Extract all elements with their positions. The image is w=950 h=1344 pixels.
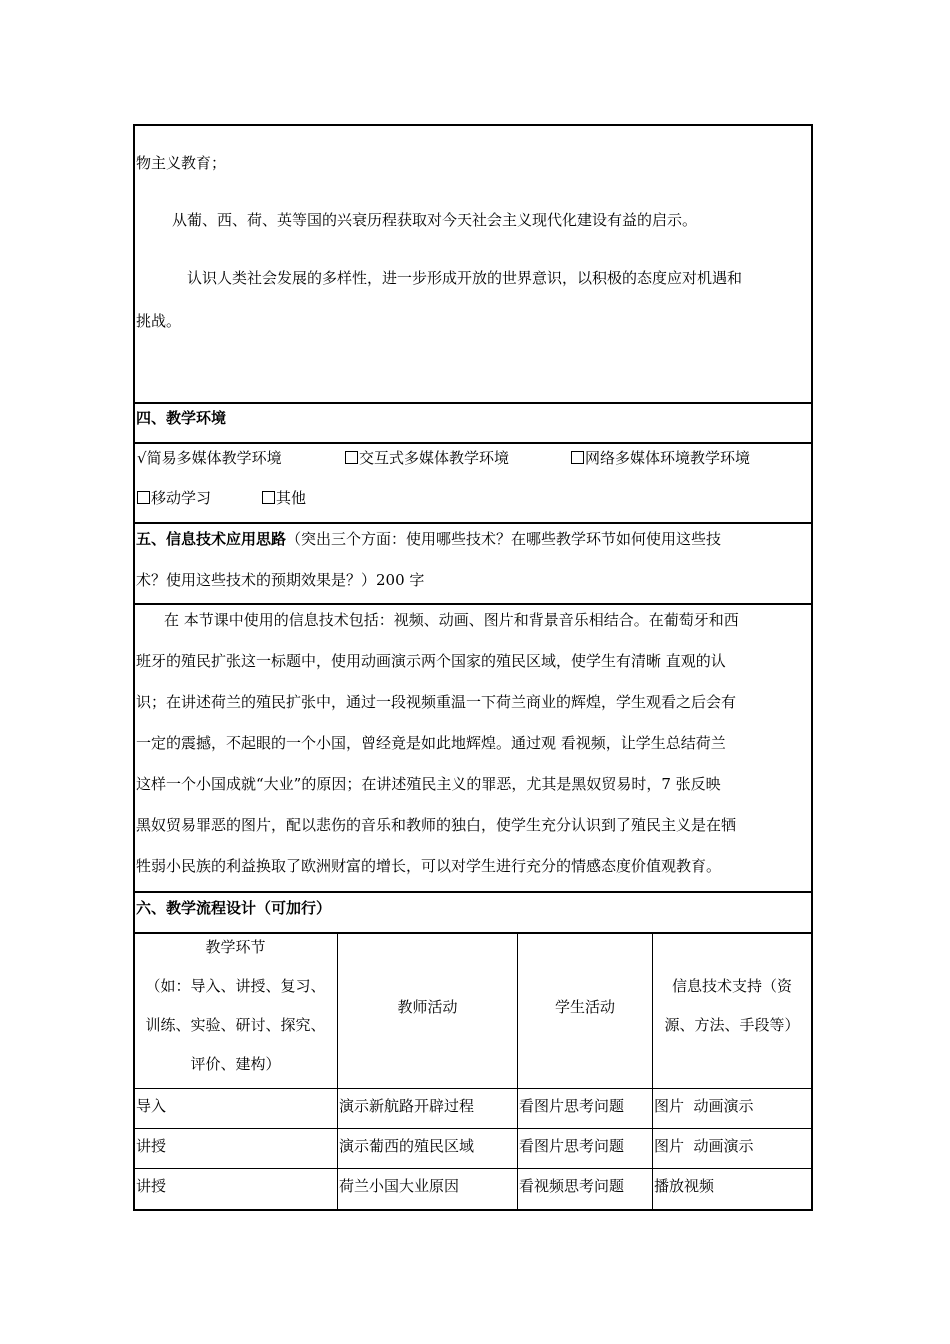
cell-teacher: 演示葡西的殖民区域 bbox=[339, 1137, 475, 1155]
paragraph-line: 识；在讲述荷兰的殖民扩张中，通过一段视频重温一下荷兰商业的辉煌，学生观看之后会有 bbox=[136, 693, 737, 711]
row-divider bbox=[133, 1168, 813, 1169]
objective-line-1: 物主义教育； bbox=[136, 154, 227, 172]
checkbox-icon bbox=[137, 491, 150, 504]
header-student: 学生活动 bbox=[554, 998, 615, 1016]
cell-student: 看图片思考问题 bbox=[519, 1097, 625, 1115]
paragraph-line: 这样一个小国成就“大业”的原因；在讲述殖民主义的罪恶，尤其是黑奴贸易时，7 张反映 bbox=[136, 775, 721, 793]
paragraph-line: 在 本节课中使用的信息技术包括：视频、动画、图片和背景音乐相结合。在葡萄牙和西 bbox=[164, 611, 739, 629]
cell-teacher: 荷兰小国大业原因 bbox=[339, 1177, 460, 1195]
cell-tech: 图片 动画演示 bbox=[654, 1137, 754, 1155]
option-label: 网络多媒体环境教学环境 bbox=[585, 449, 751, 467]
option-label: 移动学习 bbox=[151, 489, 212, 507]
divider bbox=[133, 402, 813, 404]
cell-teacher: 演示新航路开辟过程 bbox=[339, 1097, 475, 1115]
option-simple-multimedia[interactable] bbox=[137, 448, 282, 468]
paragraph-line: 一定的震撼，不起眼的一个小国，曾经竟是如此地辉煌。通过观 看视频，让学生总结荷兰 bbox=[136, 734, 726, 752]
header-stage-line-1: 教学环节 bbox=[205, 938, 266, 956]
option-interactive-multimedia[interactable] bbox=[345, 448, 509, 468]
header-teacher: 教师活动 bbox=[397, 998, 458, 1016]
objective-line-3a: 认识人类社会发展的多样性，进一步形成开放的世界意识，以积极的态度应对机遇和 bbox=[187, 269, 743, 287]
option-other[interactable] bbox=[262, 488, 306, 508]
divider bbox=[133, 442, 813, 444]
divider bbox=[133, 522, 813, 524]
cell-tech: 图片 动画演示 bbox=[654, 1097, 754, 1115]
section-5-title-line-1 bbox=[136, 529, 721, 549]
divider bbox=[133, 932, 813, 934]
paragraph-line: 黑奴贸易罪恶的图片，配以悲伤的音乐和教师的独白，使学生充分认识到了殖民主义是在牺 bbox=[136, 816, 737, 834]
checkmark-icon: √ bbox=[137, 449, 147, 467]
option-label: 其他 bbox=[276, 489, 307, 507]
cell-tech: 播放视频 bbox=[654, 1177, 715, 1195]
checkbox-icon bbox=[262, 491, 275, 504]
header-stage-line-2: （如：导入、讲授、复习、 bbox=[145, 977, 326, 995]
option-label: 交互式多媒体教学环境 bbox=[359, 449, 510, 467]
checkbox-icon bbox=[345, 451, 358, 464]
section-5-note-line-2: 术？使用这些技术的预期效果是？）200 字 bbox=[136, 571, 425, 589]
header-tech-line-1: 信息技术支持（资 bbox=[671, 977, 792, 995]
objective-line-2: 从葡、西、荷、英等国的兴衰历程获取对今天社会主义现代化建设有益的启示。 bbox=[172, 211, 698, 229]
option-mobile-learning[interactable] bbox=[137, 488, 211, 508]
row-divider bbox=[133, 1088, 813, 1089]
header-tech-line-2: 源、方法、手段等） bbox=[664, 1016, 800, 1034]
cell-stage: 导入 bbox=[136, 1097, 167, 1115]
objective-line-3b: 挑战。 bbox=[136, 312, 182, 330]
cell-student: 看视频思考问题 bbox=[519, 1177, 625, 1195]
section-5-heading: 五、信息技术应用思路 bbox=[136, 530, 287, 548]
section-4-heading: 四、教学环境 bbox=[136, 409, 227, 427]
cell-stage: 讲授 bbox=[136, 1177, 167, 1195]
section-5-note: （突出三个方面：使用哪些技术？在哪些教学环节如何使用这些技 bbox=[286, 530, 722, 548]
divider bbox=[133, 891, 813, 893]
cell-stage: 讲授 bbox=[136, 1137, 167, 1155]
option-label: 简易多媒体教学环境 bbox=[146, 449, 282, 467]
paragraph-line: 牲弱小民族的利益换取了欧洲财富的增长，可以对学生进行充分的情感态度价值观教育。 bbox=[136, 857, 722, 875]
checkbox-icon bbox=[571, 451, 584, 464]
option-network-multimedia[interactable] bbox=[571, 448, 750, 468]
header-stage-line-4: 评价、建构） bbox=[190, 1055, 281, 1073]
header-stage-line-3: 训练、实验、研讨、探究、 bbox=[145, 1016, 326, 1034]
divider bbox=[133, 603, 813, 605]
cell-student: 看图片思考问题 bbox=[519, 1137, 625, 1155]
section-6-heading: 六、教学流程设计（可加行） bbox=[136, 899, 332, 917]
paragraph-line: 班牙的殖民扩张这一标题中，使用动画演示两个国家的殖民区域，使学生有清晰 直观的认 bbox=[136, 652, 726, 670]
row-divider bbox=[133, 1128, 813, 1129]
